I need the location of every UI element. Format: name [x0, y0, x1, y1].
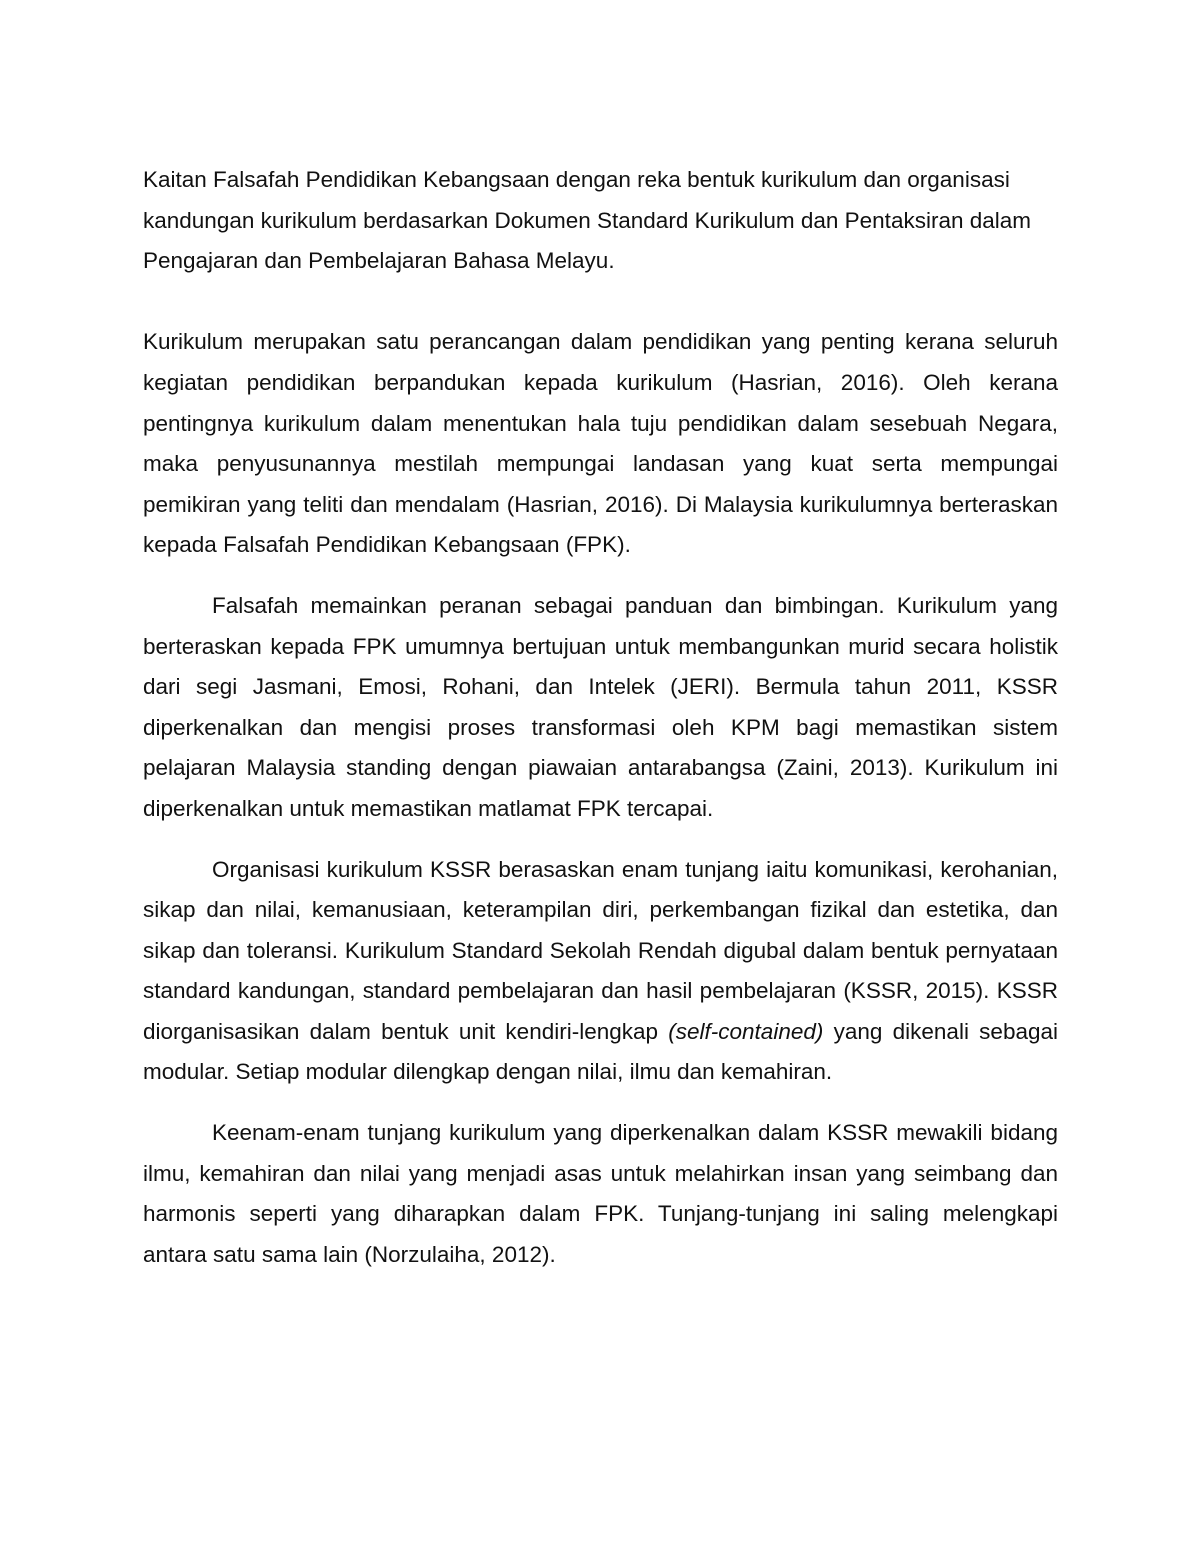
paragraph-organisasi-kurikulum [143, 850, 1058, 1094]
self-contained-term: (self-contained) [668, 1018, 824, 1044]
document-body [143, 160, 1058, 1295]
paragraph-tunjang: Keenam-enam tunjang kurikulum yang diperkenalkan dalam KSSR mewakili bidang ilmu, kemahiran dan nilai yang menjadi asas untuk melahirkan insan yang seimbang dan harmonis seperti yang diharapkan dalam FPK. Tunjang-tunjang ini saling melengkapi antara satu sama lain (Norzulaiha, 2012). [143, 1120, 1058, 1267]
paragraph-kurikulum-intro: Kurikulum merupakan satu perancangan dalam pendidikan yang penting kerana seluruh kegiatan pendidikan berpandukan kepada kurikulum (Hasrian, 2016). Oleh kerana pentingnya kurikulum dalam menentukan hala tuju pendidikan dalam sesebuah Negara, maka penyusunannya mestilah mempungai landasan yang kuat serta mempungai pemikiran yang teliti dan mendalam (Hasrian, 2016). Di Malaysia kurikulumnya berteraskan kepada Falsafah Pendidikan Kebangsaan (FPK). [143, 329, 1058, 558]
paragraph-falsafah: Falsafah memainkan peranan sebagai panduan dan bimbingan. Kurikulum yang berteraskan kepada FPK umumnya bertujuan untuk membangunkan murid secara holistik dari segi Jasmani, Emosi, Rohani, dan Intelek (JERI). Bermula tahun 2011, KSSR diperkenalkan dan mengisi proses transformasi oleh KPM bagi memastikan sistem pelajaran Malaysia standing dengan piawaian antarabangsa (Zaini, 2013). Kurikulum ini diperkenalkan untuk memastikan matlamat FPK tercapai. [143, 592, 1058, 821]
paragraph-text-segment: Organisasi kurikulum KSSR berasaskan enam tunjang iaitu komunikasi, kerohanian, sikap dan nilai, kemanusiaan, keterampilan diri, perkembangan fizikal dan estetika, dan sikap dan toleransi. Kurikulum Standard Sekolah Rendah digubal dalam bentuk pernyataan standard kandungan, standard pembelajaran dan hasil pembelajaran (KSSR, 2015). KSSR diorganisasikan dalam bentuk unit kendiri-lengkap [143, 856, 1058, 1044]
document-title: Kaitan Falsafah Pendidikan Kebangsaan dengan reka bentuk kurikulum dan organisasi kandungan kurikulum berdasarkan Dokumen Standard Kurikulum dan Pentaksiran dalam Pengajaran dan Pembelajaran Bahasa Melayu. [143, 167, 1032, 274]
paragraph-text-segment: yang dikenali sebagai modular. Setiap modular dilengkap dengan nilai, ilmu dan kemahiran. [143, 1018, 1058, 1085]
